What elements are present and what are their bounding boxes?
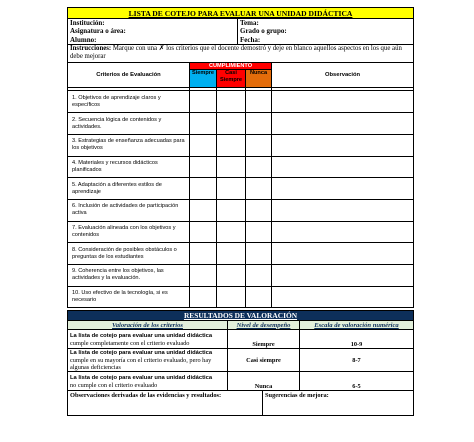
criteria-row xyxy=(68,156,414,178)
siempre-checkbox[interactable] xyxy=(190,134,217,156)
casi-siempre-checkbox[interactable] xyxy=(217,199,246,221)
observacion-cell[interactable] xyxy=(272,156,414,178)
results-table xyxy=(67,310,414,391)
observacion-cell[interactable] xyxy=(272,113,414,135)
results-row xyxy=(68,372,414,391)
fecha-field[interactable]: Fecha: xyxy=(238,36,414,45)
observacion-cell[interactable] xyxy=(272,178,414,200)
escala-cell: 10-9 xyxy=(300,330,414,349)
nunca-checkbox[interactable] xyxy=(246,221,272,243)
casi-siempre-checkbox[interactable] xyxy=(217,243,246,265)
observacion-cell[interactable] xyxy=(272,134,414,156)
nivel-cell: Siempre xyxy=(228,330,300,349)
criterion-label: 6. Inclusión de actividades de participación activa xyxy=(68,199,190,221)
observacion-cell[interactable] xyxy=(272,199,414,221)
valoracion-cell xyxy=(68,330,228,349)
siempre-checkbox[interactable] xyxy=(190,286,217,308)
escala-cell: 6-5 xyxy=(300,372,414,391)
criterion-label: 2. Secuencia lógica de contenidos y actividades. xyxy=(68,113,190,135)
nunca-checkbox[interactable] xyxy=(246,178,272,200)
instructions-label: Instrucciones: xyxy=(70,44,112,52)
criterion-label: 8. Consideración de posibles obstáculos o preguntas de los estudiantes xyxy=(68,243,190,265)
results-row xyxy=(68,349,414,372)
valoracion-lead: La lista de cotejo para evaluar una unidad didáctica xyxy=(70,350,213,357)
criteria-row xyxy=(68,243,414,265)
criteria-row xyxy=(68,199,414,221)
casi-siempre-checkbox[interactable] xyxy=(217,91,246,113)
observacion-cell[interactable] xyxy=(272,264,414,286)
criteria-row xyxy=(68,264,414,286)
nunca-checkbox[interactable] xyxy=(246,199,272,221)
instructions xyxy=(68,44,414,62)
criteria-row xyxy=(68,134,414,156)
siempre-checkbox[interactable] xyxy=(190,91,217,113)
checklist-document xyxy=(67,7,413,416)
criteria-row xyxy=(68,221,414,243)
criterios-header: Criterios de Evaluación xyxy=(68,63,190,88)
instructions-text: Marque con una ✗ los criterios que el docente demostró y deje en blanco aquellos aspectos en los que aún debe mejorar xyxy=(70,44,402,61)
header-table xyxy=(67,7,414,63)
tema-field[interactable]: Tema: xyxy=(238,19,414,28)
results-title: RESULTADOS DE VALORACIÓN xyxy=(68,311,414,321)
footer-table xyxy=(67,391,414,416)
observacion-header: Observación xyxy=(272,63,414,88)
siempre-checkbox[interactable] xyxy=(190,178,217,200)
criteria-row xyxy=(68,178,414,200)
valoracion-desc: no cumple con el criterio evaluado xyxy=(70,381,158,389)
siempre-checkbox[interactable] xyxy=(190,221,217,243)
observaciones-field[interactable]: Observaciones derivadas de las evidencias y resultados: xyxy=(68,391,263,415)
document-title: LISTA DE COTEJO PARA EVALUAR UNA UNIDAD DIDÁCTICA xyxy=(68,8,414,19)
nunca-checkbox[interactable] xyxy=(246,243,272,265)
cumplimiento-header: CUMPLIMIENTO xyxy=(190,63,272,70)
nunca-checkbox[interactable] xyxy=(246,156,272,178)
criterion-label: 3. Estrategias de enseñanza adecuadas para los objetivos xyxy=(68,134,190,156)
criteria-row xyxy=(68,286,414,308)
casi-siempre-checkbox[interactable] xyxy=(217,156,246,178)
valoracion-desc: cumple completamente con el criterio evaluado xyxy=(70,339,190,347)
criterion-label: 1. Objetivos de aprendizaje claros y específicos xyxy=(68,91,190,113)
siempre-checkbox[interactable] xyxy=(190,113,217,135)
siempre-header: Siempre xyxy=(190,70,217,88)
alumno-field[interactable]: Alumno: xyxy=(68,36,238,45)
casi-siempre-header: Casi Siempre xyxy=(217,70,246,88)
criteria-table xyxy=(67,63,414,308)
grado-field[interactable]: Grado o grupo: xyxy=(238,27,414,36)
criterion-label: 7. Evaluación alineada con los objetivos y contenidos xyxy=(68,221,190,243)
criterion-label: 5. Adaptación a diferentes estilos de aprendizaje xyxy=(68,178,190,200)
casi-siempre-checkbox[interactable] xyxy=(217,221,246,243)
casi-siempre-checkbox[interactable] xyxy=(217,264,246,286)
nivel-cell: Casi siempre xyxy=(228,349,300,372)
nunca-checkbox[interactable] xyxy=(246,286,272,308)
criteria-row xyxy=(68,91,414,113)
criterion-label: 9. Coherencia entre los objetivos, las actividades y la evaluación. xyxy=(68,264,190,286)
nunca-checkbox[interactable] xyxy=(246,113,272,135)
escala-header: Escala de valoración numérica xyxy=(300,321,414,330)
nunca-checkbox[interactable] xyxy=(246,91,272,113)
valoracion-cell xyxy=(68,372,228,391)
observacion-cell[interactable] xyxy=(272,221,414,243)
criterion-label: 4. Materiales y recursos didácticos planificados xyxy=(68,156,190,178)
criterion-label: 10. Uso efectivo de la tecnología, si es necesario xyxy=(68,286,190,308)
nivel-cell: Nunca xyxy=(228,372,300,391)
institucion-field[interactable]: Institución: xyxy=(68,19,238,28)
observacion-cell[interactable] xyxy=(272,243,414,265)
siempre-checkbox[interactable] xyxy=(190,243,217,265)
nunca-checkbox[interactable] xyxy=(246,264,272,286)
criteria-row xyxy=(68,113,414,135)
nunca-checkbox[interactable] xyxy=(246,134,272,156)
casi-siempre-checkbox[interactable] xyxy=(217,178,246,200)
observacion-cell[interactable] xyxy=(272,91,414,113)
casi-siempre-checkbox[interactable] xyxy=(217,286,246,308)
sugerencias-field[interactable]: Sugerencias de mejora: xyxy=(263,391,414,415)
observacion-cell[interactable] xyxy=(272,286,414,308)
valoracion-lead: La lista de cotejo para evaluar una unidad didáctica xyxy=(70,332,213,339)
valoracion-desc: cumple en su mayoría con el criterio evaluado, pero hay algunas deficiencias xyxy=(70,357,212,372)
casi-siempre-checkbox[interactable] xyxy=(217,113,246,135)
asignatura-field[interactable]: Asignatura o área: xyxy=(68,27,238,36)
casi-siempre-checkbox[interactable] xyxy=(217,134,246,156)
escala-cell: 8-7 xyxy=(300,349,414,372)
valoracion-cell xyxy=(68,349,228,372)
results-row xyxy=(68,330,414,349)
nunca-header: Nunca xyxy=(246,70,272,88)
siempre-checkbox[interactable] xyxy=(190,264,217,286)
valoracion-lead: La lista de cotejo para evaluar una unidad didáctica xyxy=(70,374,213,381)
siempre-checkbox[interactable] xyxy=(190,156,217,178)
siempre-checkbox[interactable] xyxy=(190,199,217,221)
nivel-header: Nivel de desempeño xyxy=(228,321,300,330)
valoracion-header: Valoración de los criterios xyxy=(68,321,228,330)
